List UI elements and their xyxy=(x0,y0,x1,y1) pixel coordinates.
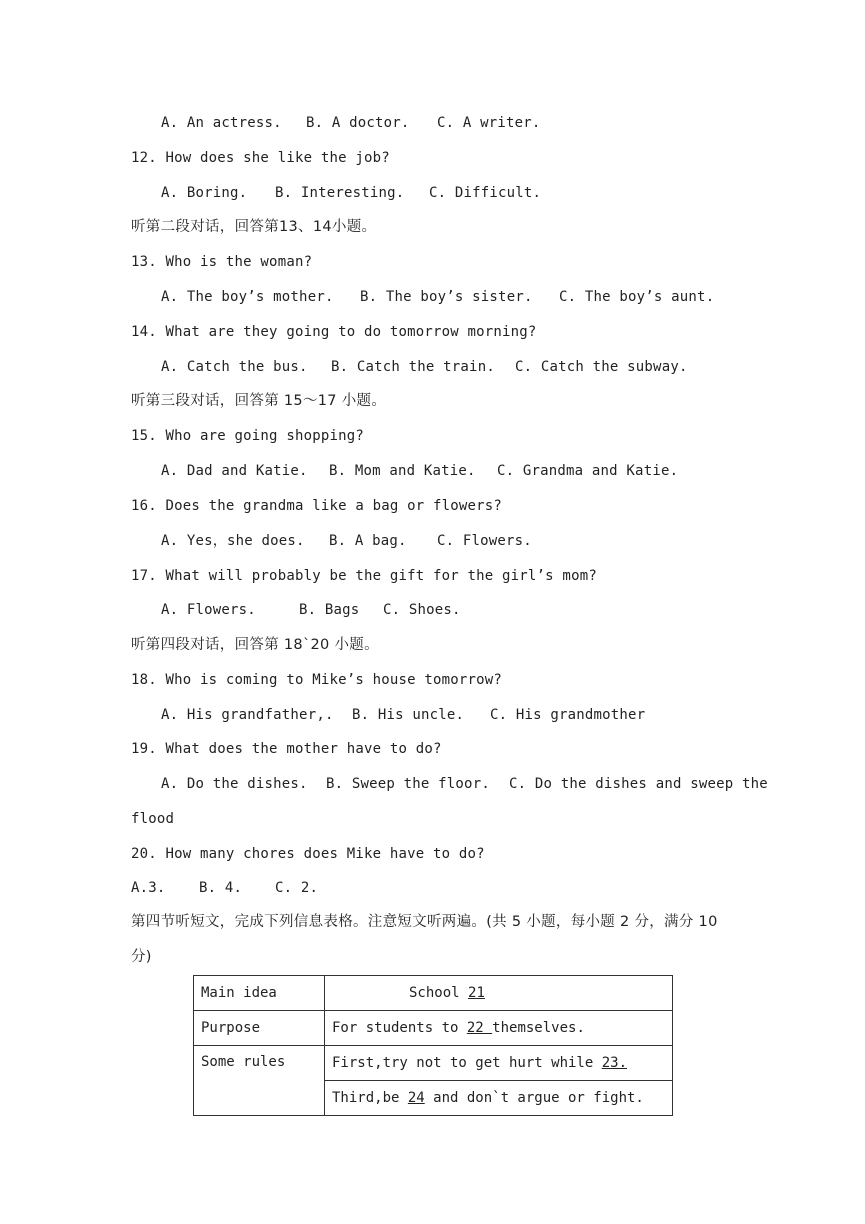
q13-question: 13. Who is the woman? xyxy=(131,254,313,270)
q12-options xyxy=(0,184,865,202)
q11-option-a: A. An actress. xyxy=(161,115,282,131)
q16-options xyxy=(0,532,865,550)
q18-option-a: A. His grandfather,. xyxy=(161,707,334,723)
q14-option-c: C. Catch the subway. xyxy=(515,359,688,375)
q20-option-b: B. 4. xyxy=(199,880,243,896)
q19-option-a: A. Do the dishes. xyxy=(161,776,308,792)
q16-option-a: A. Yes，she does. xyxy=(161,533,305,549)
q20-question: 20. How many chores does Mike have to do? xyxy=(131,846,485,862)
table-cell-rule-1 xyxy=(325,1046,673,1081)
blank-24: 24 xyxy=(407,1090,425,1106)
q16-option-b: B. A bag. xyxy=(329,533,407,549)
q15-options xyxy=(0,462,865,480)
q13-option-c: C. The boy’s aunt. xyxy=(559,289,715,305)
q16-option-c: C. Flowers. xyxy=(437,533,532,549)
q15-option-a: A. Dad and Katie. xyxy=(161,463,308,479)
q12-option-a: A. Boring. xyxy=(161,185,248,201)
blank-23: 23. xyxy=(601,1055,628,1071)
q15-option-c: C. Grandma and Katie. xyxy=(497,463,679,479)
q19-question: 19. What does the mother have to do? xyxy=(131,741,442,757)
cell-text: For students to xyxy=(332,1020,467,1036)
q12-question: 12. How does she like the job? xyxy=(131,150,390,166)
q17-question: 17. What will probably be the gift for the girl’s mom? xyxy=(131,568,597,584)
info-table xyxy=(193,975,673,1116)
q19-option-b: B. Sweep the floor. xyxy=(326,776,490,792)
blank-21: 21 xyxy=(468,985,485,1001)
q13-option-a: A. The boy’s mother. xyxy=(161,289,334,305)
cell-text: and don`t argue or fight. xyxy=(424,1090,644,1106)
table-cell-purpose xyxy=(325,1011,673,1046)
q15-option-b: B. Mom and Katie. xyxy=(329,463,476,479)
q14-option-a: A. Catch the bus. xyxy=(161,359,308,375)
cell-text: Third,be xyxy=(332,1090,408,1106)
table-cell-rule-3 xyxy=(325,1081,673,1116)
table-label-purpose: Purpose xyxy=(194,1011,325,1046)
part4-instructions: 第四节听短文，完成下列信息表格。注意短文听两遍。(共 5 小题，每小题 2 分，满分 10 xyxy=(131,914,718,930)
q14-option-b: B. Catch the train. xyxy=(331,359,495,375)
table-row xyxy=(194,976,673,1011)
q18-option-c: C. His grandmother xyxy=(490,707,646,723)
q17-option-b: B. Bags xyxy=(299,602,360,618)
q13-option-b: B. The boy’s sister. xyxy=(360,289,533,305)
q15-question: 15. Who are going shopping? xyxy=(131,428,364,444)
q16-question: 16. Does the grandma like a bag or flowers? xyxy=(131,498,503,514)
q19-option-c: C. Do the dishes and sweep the xyxy=(509,776,768,792)
table-row xyxy=(194,1011,673,1046)
cell-text: School xyxy=(409,985,469,1001)
cell-text: themselves. xyxy=(492,1020,585,1036)
table-cell-main-idea xyxy=(325,976,673,1011)
q20-option-a: A.3. xyxy=(131,880,166,896)
table-row xyxy=(194,1046,673,1081)
q13-options xyxy=(0,288,865,306)
q17-option-a: A. Flowers. xyxy=(161,602,256,618)
section4-heading: 听第四段对话，回答第 18`20 小题。 xyxy=(131,637,379,653)
q17-option-c: C. Shoes. xyxy=(383,602,461,618)
q12-option-c: C. Difficult. xyxy=(429,185,542,201)
part4-instructions-cont: 分) xyxy=(131,949,152,965)
q11-option-c: C. A writer. xyxy=(437,115,541,131)
q14-options xyxy=(0,358,865,376)
q12-option-b: B. Interesting. xyxy=(275,185,405,201)
q14-question: 14. What are they going to do tomorrow morning? xyxy=(131,324,537,340)
q19-option-c-wrap: flood xyxy=(131,811,175,827)
q11-options xyxy=(0,114,865,132)
table-label-main-idea: Main idea xyxy=(194,976,325,1011)
cell-text: First,try not to get hurt while xyxy=(332,1055,602,1071)
q19-options xyxy=(0,775,865,793)
section2-heading: 听第二段对话，回答第13、14小题。 xyxy=(131,219,377,235)
q20-options xyxy=(0,879,865,897)
q20-option-c: C. 2. xyxy=(275,880,319,896)
q17-options xyxy=(0,601,865,619)
q18-option-b: B. His uncle. xyxy=(352,707,465,723)
section3-heading: 听第三段对话，回答第 15～17 小题。 xyxy=(131,393,387,409)
q11-option-b: B. A doctor. xyxy=(306,115,410,131)
q18-options xyxy=(0,706,865,724)
blank-22: 22 xyxy=(466,1020,493,1036)
table-label-some-rules: Some rules xyxy=(194,1046,325,1116)
q18-question: 18. Who is coming to Mike’s house tomorrow? xyxy=(131,672,503,688)
